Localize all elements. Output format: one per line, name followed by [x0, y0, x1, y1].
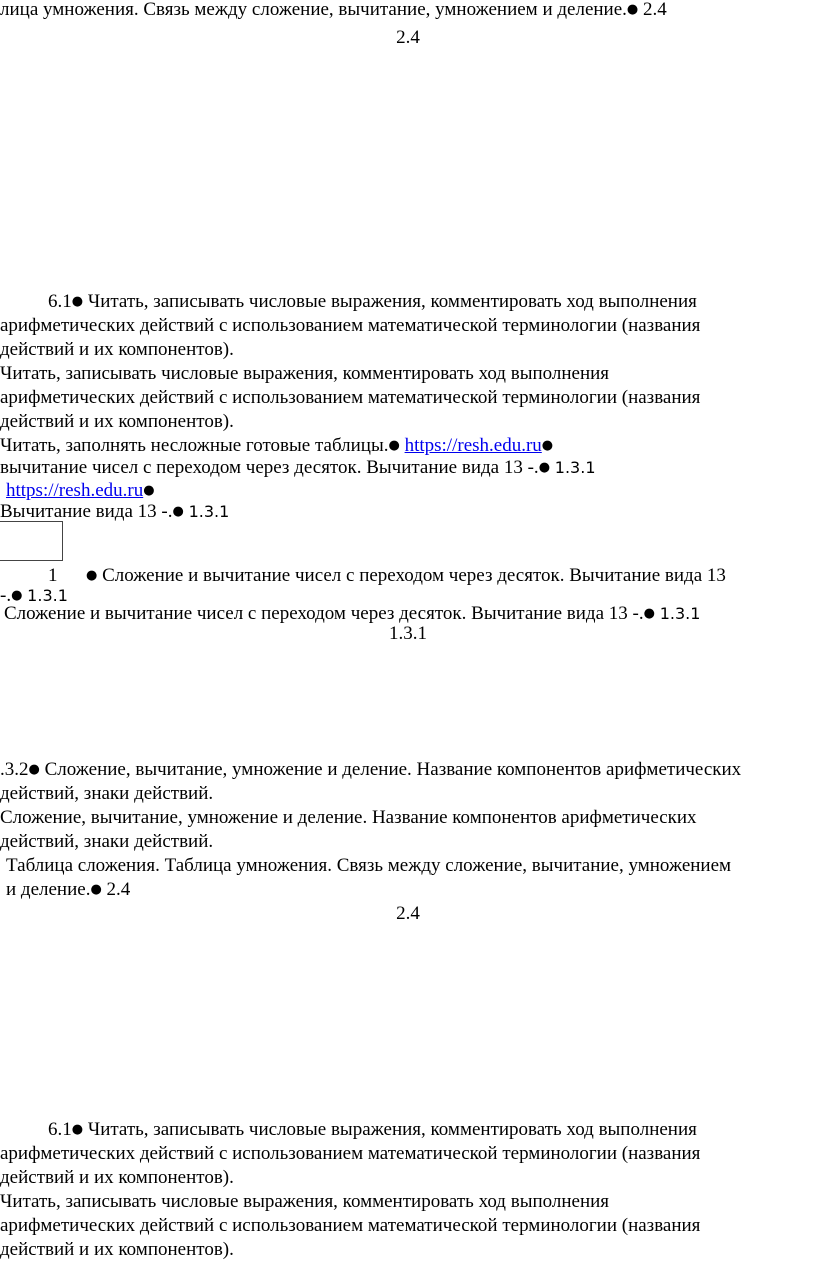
bullet-icon: ● — [143, 483, 155, 498]
section-code: 1.3.1 — [27, 586, 68, 605]
line-text: арифметических действий с использованием математической терминологии (названия — [0, 1215, 701, 1236]
text-line — [48, 291, 697, 313]
section-code: 2.4 — [643, 0, 667, 20]
table-cell-border — [0, 521, 63, 561]
bullet-icon: ● — [388, 438, 400, 453]
text-line — [48, 1119, 697, 1141]
bullet-icon: ● — [28, 762, 40, 777]
line-text: Читать, записывать числовые выражения, комментировать ход выполнения — [0, 363, 610, 384]
line-text: действий и их компонентов). — [0, 339, 234, 360]
line-text: Читать, записывать числовые выражения, комментировать ход выполнения — [87, 1119, 697, 1140]
line-text: действий и их компонентов). — [0, 411, 234, 432]
bullet-icon: ● — [538, 460, 551, 475]
line-text: Сложение и вычитание чисел с переходом через десяток. Вычитание вида 13 -. — [4, 603, 644, 624]
item-number: 6.1 — [48, 291, 72, 312]
item-number: 1 — [48, 565, 58, 586]
bullet-icon: ● — [71, 294, 84, 309]
section-code-center: 2.4 — [396, 903, 420, 924]
resh-link[interactable]: https://resh.edu.ru — [404, 435, 542, 456]
line-text: действий, знаки действий. — [0, 831, 214, 852]
line-text: Сложение и вычитание чисел с переходом через десяток. Вычитание вида 13 — [102, 565, 726, 586]
bullet-icon: ● — [172, 504, 184, 519]
section-code: 1.3.1 — [188, 502, 230, 521]
line-text: арифметических действий с использованием математической терминологии (названия — [0, 315, 701, 336]
line-text: арифметических действий с использованием математической терминологии (названия — [0, 1143, 701, 1164]
text-line — [0, 759, 741, 781]
section-code: 2.4 — [106, 879, 131, 900]
line-text: действий и их компонентов). — [0, 1167, 234, 1188]
line-text: Читать, записывать числовые выражения, комментировать ход выполнения — [0, 1191, 610, 1212]
line-text: Сложение, вычитание, умножение и деление. Название компонентов арифметических — [0, 807, 697, 828]
line-text: лица умножения. Связь между сложение, вычитание, умножением и деление. — [0, 0, 627, 20]
line-text: арифметических действий с использованием математической терминологии (названия — [0, 387, 701, 408]
bullet-icon: ● — [626, 2, 639, 17]
item-number: .3.2 — [0, 759, 29, 780]
line-text: Читать, заполнять несложные готовые таблицы. — [0, 435, 389, 456]
line-text: Сложение, вычитание, умножение и деление. Название компонентов арифметических — [44, 759, 742, 780]
line-text: действий, знаки действий. — [0, 783, 214, 804]
text-line — [0, 457, 596, 479]
text-line — [86, 565, 726, 587]
bullet-icon: ● — [90, 882, 102, 897]
text-line — [48, 565, 58, 587]
section-code: 1.3.1 — [659, 604, 701, 623]
text-line — [4, 603, 700, 625]
text-line — [0, 501, 229, 523]
bullet-icon: ● — [86, 568, 98, 583]
section-code-center: 2.4 — [396, 27, 420, 48]
bullet-icon: ● — [541, 438, 554, 453]
bullet-icon: ● — [11, 588, 23, 603]
line-text: -. — [0, 585, 12, 606]
line-text: вычитание чисел с переходом через десяток. Вычитание вида 13 -. — [0, 457, 539, 478]
bullet-icon: ● — [71, 1122, 84, 1137]
line-text: Читать, записывать числовые выражения, комментировать ход выполнения — [87, 291, 697, 312]
bullet-icon: ● — [643, 606, 655, 621]
line-text: действий и их компонентов). — [0, 1239, 234, 1260]
resh-link[interactable]: https://resh.edu.ru — [6, 480, 144, 501]
line-text: Вычитание вида 13 -. — [0, 501, 173, 522]
text-line — [0, 0, 667, 21]
text-line — [6, 879, 130, 901]
text-line — [0, 435, 553, 457]
item-number: 6.1 — [48, 1119, 72, 1140]
section-code-center: 1.3.1 — [389, 623, 427, 644]
section-code: 1.3.1 — [554, 458, 596, 477]
text-line — [6, 480, 155, 502]
line-text: Таблица сложения. Таблица умножения. Связь между сложение, вычитание, умножением — [6, 855, 732, 876]
line-text: и деление. — [6, 879, 91, 900]
